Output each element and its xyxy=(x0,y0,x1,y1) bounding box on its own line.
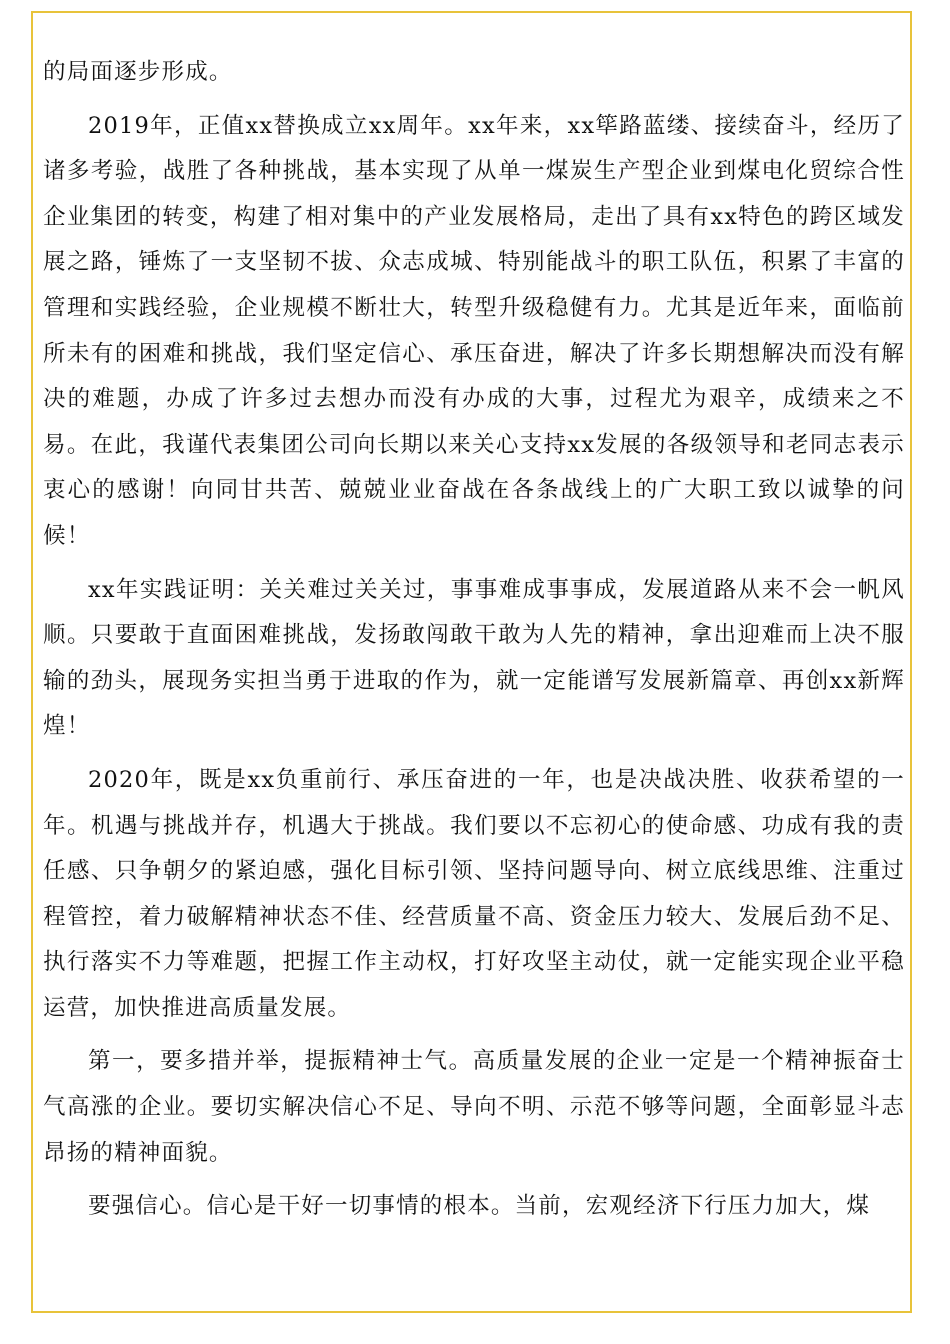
paragraph-5: 第一，要多措并举，提振精神士气。高质量发展的企业一定是一个精神振奋士气高涨的企业。要切实解决信心不足、导向不明、示范不够等问题，全面彰显斗志昂扬的精神面貌。 xyxy=(43,1048,905,1166)
paragraph-6: 要强信心。信心是干好一切事情的根本。当前，宏观经济下行压力加大，煤 xyxy=(88,1193,871,1220)
paragraph-4: 2020年，既是xx负重前行、承压奋进的一年，也是决战决胜、收获希望的一年。机遇与挑战并存，机遇大于挑战。我们要以不忘初心的使命感、功成有我的责任感、只争朝夕的紧迫感，强化目标引领、坚持问题导向、树立底线思维、注重过程管控，着力破解精神状态不佳、经营质量不高、资金压力较大、发展后劲不足、执行落实不力等难题，把握工作主动权，打好攻坚主动仗，就一定能实现企业平稳运营，加快推进高质量发展。 xyxy=(43,766,905,1021)
paragraph-3: xx年实践证明：关关难过关关过，事事难成事事成，发展道路从来不会一帆风顺。只要敢于直面困难挑战，发扬敢闯敢干敢为人先的精神，拿出迎难而上决不服输的劲头，展现务实担当勇于进取的作为，就一定能谱写发展新篇章、再创xx新辉煌！ xyxy=(43,576,905,740)
document-body xyxy=(43,50,905,1230)
paragraph-2: 2019年，正值xx替换成立xx周年。xx年来，xx筚路蓝缕、接续奋斗，经历了诸多考验，战胜了各种挑战，基本实现了从单一煤炭生产型企业到煤电化贸综合性企业集团的转变，构建了相对集中的产业发展格局，走出了具有xx特色的跨区域发展之路，锤炼了一支坚韧不拔、众志成城、特别能战斗的职工队伍，积累了丰富的管理和实践经验，企业规模不断壮大，转型升级稳健有力。尤其是近年来，面临前所未有的困难和挑战，我们坚定信心、承压奋进，解决了许多长期想解决而没有解决的难题，办成了许多过去想办而没有办成的大事，过程尤为艰辛，成绩来之不易。在此，我谨代表集团公司向长期以来关心支持xx发展的各级领导和老同志表示衷心的感谢！向同甘共苦、兢兢业业奋战在各条战线上的广大职工致以诚挚的问候！ xyxy=(43,112,905,549)
paragraph-1: 的局面逐步形成。 xyxy=(43,59,233,85)
